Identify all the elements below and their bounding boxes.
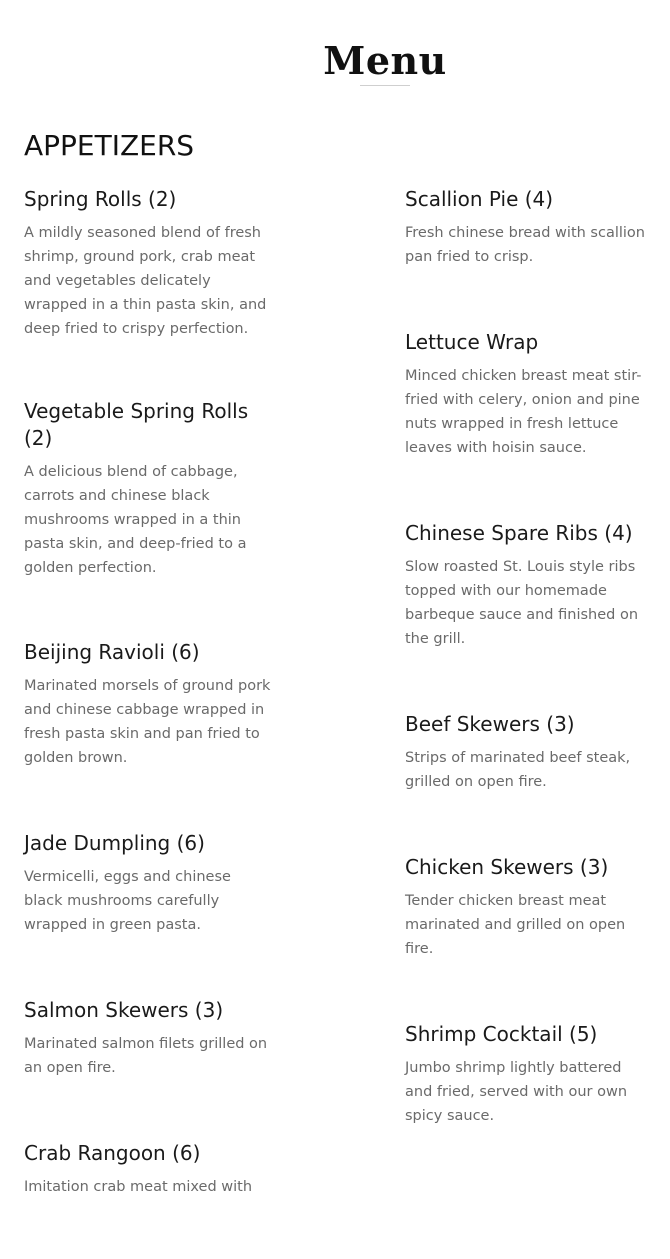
menu-item-name: Vegetable Spring Rolls (2) [24,399,249,450]
menu-item-name: Crab Rangoon (6) [24,1141,201,1165]
menu-item-description: A mildly seasoned blend of fresh shrimp, ground pork, crab meat and vegetables delicately wrapped in a thin pasta skin, and deep fried to crispy perfection. [24,225,267,337]
menu-item-name: Spring Rolls (2) [24,187,177,211]
menu-item-name: Beijing Ravioli (6) [24,640,200,664]
menu-item-name: Shrimp Cocktail (5) [405,1022,598,1046]
menu-item-description: Jumbo shrimp lightly battered and fried, served with our own spicy sauce. [405,1060,628,1124]
menu-item [24,398,274,580]
menu-column-left [24,186,274,1259]
menu-item-description: Tender chicken breast meat marinated and grilled on open fire. [405,893,626,957]
title-divider [360,85,410,86]
menu-item [24,997,274,1080]
page-title: Menu [323,38,447,84]
menu-item-description: Slow roasted St. Louis style ribs topped with our homemade barbeque sauce and finished on the grill. [405,559,639,647]
menu-item [405,329,650,460]
menu-item-name: Chinese Spare Ribs (4) [405,521,633,545]
menu-item [24,1140,274,1199]
menu-item-name: Lettuce Wrap [405,330,539,354]
menu-item [405,1021,650,1128]
section-heading-appetizers: APPETIZERS [24,129,195,162]
menu-item [405,854,650,961]
menu-item-description: Fresh chinese bread with scallion pan fried to crisp. [405,225,645,265]
menu-item-description: Minced chicken breast meat stir-fried with celery, onion and pine nuts wrapped in fresh lettuce leaves with hoisin sauce. [405,368,642,456]
menu-item-description: Marinated morsels of ground pork and chinese cabbage wrapped in fresh pasta skin and pan fried to golden brown. [24,678,271,766]
menu-item [24,639,274,770]
menu-item-name: Chicken Skewers (3) [405,855,609,879]
menu-item [24,830,274,937]
menu-item-name: Scallion Pie (4) [405,187,554,211]
menu-item-description: Marinated salmon filets grilled on an open fire. [24,1036,268,1076]
menu-item [24,186,274,341]
menu-item-name: Jade Dumpling (6) [24,831,205,855]
menu-item-description: Strips of marinated beef steak, grilled on open fire. [405,750,631,790]
menu-item-name: Beef Skewers (3) [405,712,575,736]
menu-item-description: Vermicelli, eggs and chinese black mushrooms carefully wrapped in green pasta. [24,869,231,933]
menu-item [405,711,650,794]
menu-item [405,186,650,269]
menu-item [405,520,650,651]
menu-item-description: A delicious blend of cabbage, carrots and chinese black mushrooms wrapped in a thin pasta skin, and deep-fried to a golden perfection. [24,464,247,576]
menu-item-description: Imitation crab meat mixed with [24,1179,253,1195]
menu-item-name: Salmon Skewers (3) [24,998,224,1022]
menu-column-right [405,186,650,1188]
